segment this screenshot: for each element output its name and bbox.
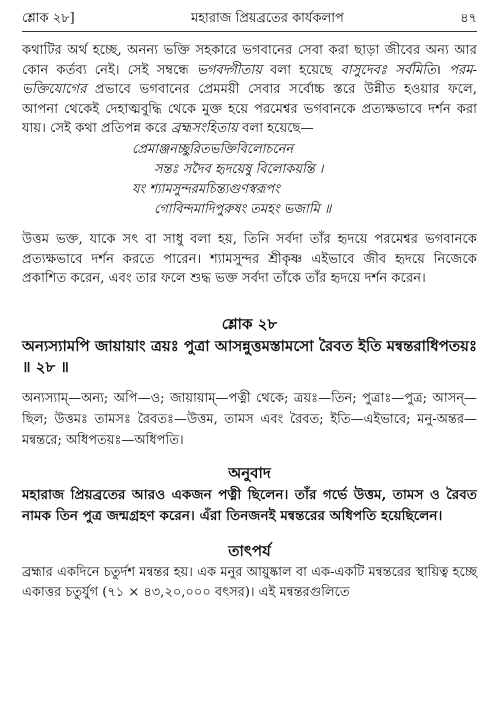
header-verse-ref: শ্লোক ২৮] <box>22 11 75 26</box>
page <box>22 10 477 603</box>
translation-heading: অনুবাদ <box>228 463 271 482</box>
intro-paragraph <box>22 41 477 139</box>
intro-text-3: । <box>435 62 450 78</box>
translation-text: মহারাজ প্রিয়ব্রতের আরও একজন পত্নী ছিলেন। তাঁর গর্ভে উত্তম, তামস ও রৈবত নামক তিন পুত্র জন্মগ্রহণ করেন। এঁরা তিনজনই মন্বন্তরের অধিপতি হয়েছিলেন। <box>22 486 477 524</box>
sanskrit-verse: অন্যস্যামপি জায়ায়াং ত্রয়ঃ পুত্রা আসন্নুত্তমস্তামসো রৈবত ইতি মন্বন্তরাধিপতয়ঃ ॥ ২৮ ॥ <box>22 336 477 376</box>
intro-text-2: বলা হয়েছে <box>261 62 341 78</box>
quoted-verse-line: গোবিন্দমাদিপুরুষং তমহং ভজামি ॥ <box>154 201 332 217</box>
intro-text-4: প্রভাবে ভগবানের প্রেমময়ী সেবার সর্বোচ্চ স্তরে উন্নীত হওয়ার ফলে, আপনা থেকেই দেহাত্মবুদ্ধি থেকে মুক্ত হয়ে পরমেশ্বর ভগবানকে প্রত্যক্ষভাবে দর্শন করা যায়। সেই কথা প্রতিপন্ন করে <box>22 82 477 137</box>
quoted-verse-line: সন্তঃ সদৈব হৃদয়েষু বিলোকয়ন্তি । <box>154 161 324 177</box>
purport-text: ব্রহ্মার একদিনে চতুর্দশ মন্বন্তর হয়। এক মনুর আয়ুষ্কাল বা এক-একটি মন্বন্তরের স্থায়িত্ব হচ্ছে একাত্তর চতুর্যুগ (৭১ × ৪৩,২০,০০০ বৎসর)। এই মন্বন্তরগুলিতে <box>22 564 477 600</box>
running-header <box>22 10 477 32</box>
synonyms: অন্যস্যাম্—অন্য; অপি—ও; জায়ায়াম্—পত্নী থেকে; ত্রয়ঃ—তিন; পুত্রাঃ—পুত্র; আসন্—ছিল; উত্তমঃ তামসঃ রৈবতঃ—উত্তম, তামস এবং রৈবত; ইতি—এইভাবে; মনু-অন্তর—মন্বন্তরে; অধিপতয়ঃ—অধিপতি। <box>22 390 477 448</box>
quoted-verse-line: যং শ্যামসুন্দরমচিন্ত্যগুণস্বরূপং <box>132 181 280 197</box>
intro-ref-gita: ভগবদ্গীতায় <box>196 62 262 78</box>
header-chapter-title: মহারাজ প্রিয়ব্রতের কার্যকলাপ <box>191 11 344 26</box>
intro-ref-vasudeva: বাসুদেবঃ সর্বমিতি <box>340 62 436 78</box>
intro-text-1: কথাটির অর্থ হচ্ছে, অনন্য ভক্তি সহকারে ভগবানের সেবা করা ছাড়া জীবের অন্য আর কোন কর্তব্য নেই। সেই সম্বন্ধে <box>22 43 477 78</box>
intro-text-5: বলা হয়েছে— <box>237 121 314 137</box>
intro-ref-brahma-samhita: ব্রহ্মসংহিতায় <box>171 121 238 137</box>
commentary-paragraph: উত্তম ভক্ত, যাকে সৎ বা সাধু বলা হয়, তিনি সর্বদা তাঁর হৃদয়ে পরমেশ্বর ভগবানকে প্রত্যক্ষভাবে দর্শন করতে পারেন। শ্যামসুন্দর শ্রীকৃষ্ণ এইভাবে জীব হৃদয়ে নিজেকে প্রকাশিত করেন, এবং তার ফলে শুদ্ধ ভক্ত সর্বদা তাঁকে তাঁর হৃদয়ে দর্শন করেন। <box>22 231 477 287</box>
quoted-verse-line: প্রেমাঞ্জনচ্ছুরিতভক্তিবিলোচনেন <box>132 141 294 157</box>
intro-ref-bhakti: পরম-ভক্তিযোগের <box>22 62 477 98</box>
purport-heading: তাৎপর্য <box>228 541 271 560</box>
quoted-verse <box>22 140 477 220</box>
verse-heading: শ্লোক ২৮ <box>221 314 278 333</box>
page-number: ৪৭ <box>460 11 477 26</box>
